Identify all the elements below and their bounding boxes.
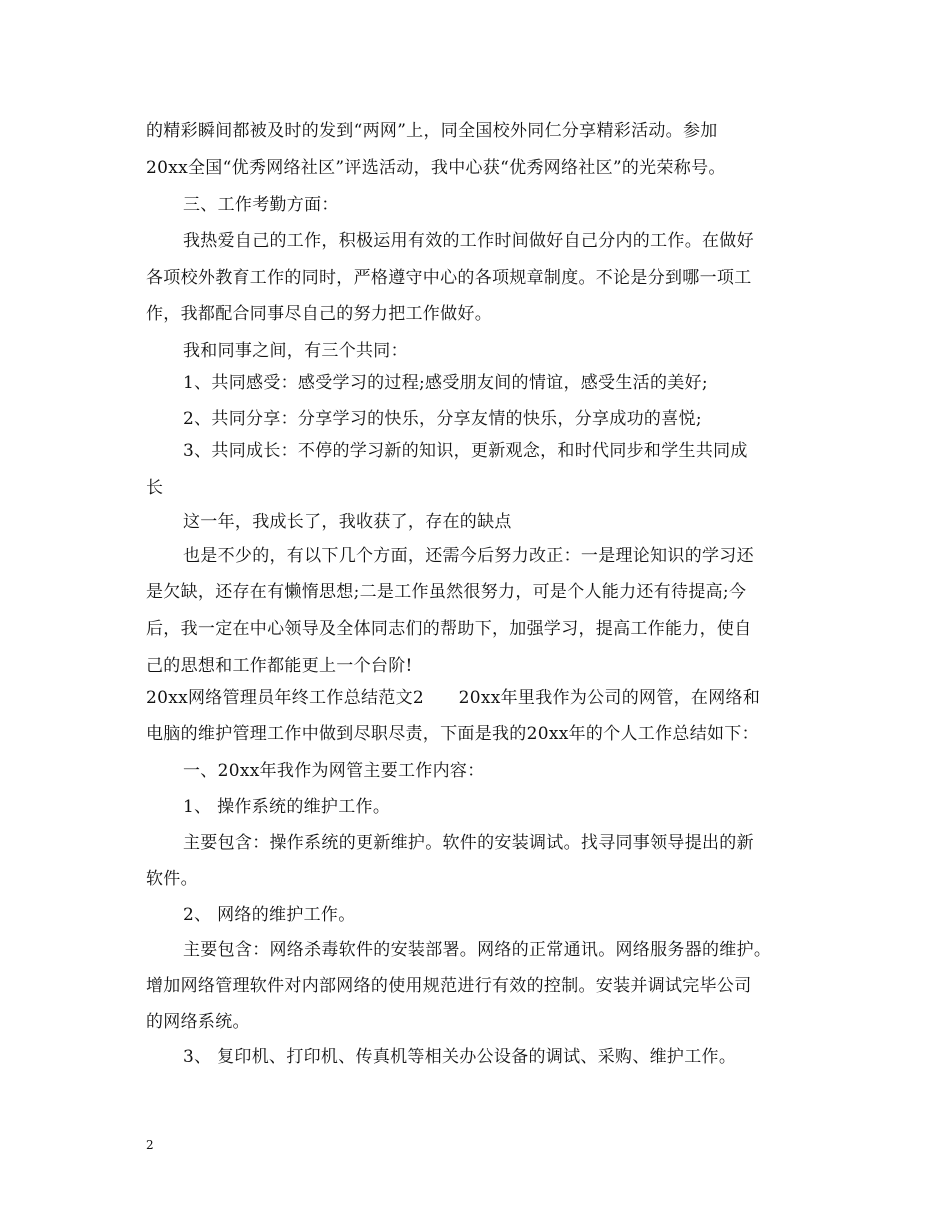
paragraph-line: 电脑的维护管理工作中做到尽职尽责，下面是我的20xx年的个人工作总结如下： <box>146 724 759 744</box>
paragraph-line: 20xx全国“优秀网络社区”评选活动，我中心获“优秀网络社区”的光荣称号。 <box>146 158 726 178</box>
page-number: 2 <box>146 1138 154 1152</box>
paragraph-line: 是欠缺，还存在有懒惰思想;二是工作虽然很努力，可是个人能力还有待提高;今 <box>146 582 747 602</box>
paragraph-line: 也是不少的，有以下几个方面，还需今后努力改正：一是理论知识的学习还 <box>183 546 754 566</box>
section-heading: 一、20xx年我作为网管主要工作内容： <box>183 761 485 781</box>
section-heading: 三、工作考勤方面： <box>183 195 339 215</box>
paragraph-line: 长 <box>146 478 164 498</box>
paragraph-line: 增加网络管理软件对内部网络的使用规范进行有效的控制。安装并调试完毕公司 <box>146 976 752 996</box>
paragraph-line: 我和同事之间，有三个共同： <box>183 341 408 361</box>
paragraph-line: 这一年，我成长了，我收获了，存在的缺点 <box>183 512 512 532</box>
paragraph-line: 我热爱自己的工作，积极运用有效的工作时间做好自己分内的工作。在做好 <box>183 231 754 251</box>
article-title-line: 20xx网络管理员年终工作总结范文2 20xx年里我作为公司的网管，在网络和 <box>146 688 761 708</box>
list-item: 1、 操作系统的维护工作。 <box>183 797 391 817</box>
list-item: 2、 网络的维护工作。 <box>183 905 356 925</box>
paragraph-line: 后，我一定在中心领导及全体同志们的帮助下，加强学习，提高工作能力，使自 <box>146 619 752 639</box>
paragraph-line: 各项校外教育工作的同时，严格遵守中心的各项规章制度。不论是分到哪一项工 <box>146 268 752 288</box>
paragraph-line: 主要包含：网络杀毒软件的安装部署。网络的正常通讯。网络服务器的维护。 <box>183 940 772 960</box>
list-item: 3、共同成长：不停的学习新的知识，更新观念，和时代同步和学生共同成 <box>183 441 748 461</box>
paragraph-line: 主要包含：操作系统的更新维护。软件的安装调试。找寻同事领导提出的新 <box>183 833 754 853</box>
paragraph-line: 己的思想和工作都能更上一个台阶! <box>146 656 413 676</box>
list-item: 1、共同感受：感受学习的过程;感受朋友间的情谊，感受生活的美好; <box>183 373 708 393</box>
list-item: 3、 复印机、打印机、传真机等相关办公设备的调试、采购、维护工作。 <box>183 1047 737 1067</box>
paragraph-line: 作，我都配合同事尽自己的努力把工作做好。 <box>146 304 492 324</box>
paragraph-line: 的网络系统。 <box>146 1012 250 1032</box>
paragraph-line: 软件。 <box>146 869 198 889</box>
list-item: 2、共同分享：分享学习的快乐，分享友情的快乐，分享成功的喜悦; <box>183 409 702 429</box>
paragraph-line: 的精彩瞬间都被及时的发到“两网”上，同全国校外同仁分享精彩活动。参加 <box>146 121 718 141</box>
